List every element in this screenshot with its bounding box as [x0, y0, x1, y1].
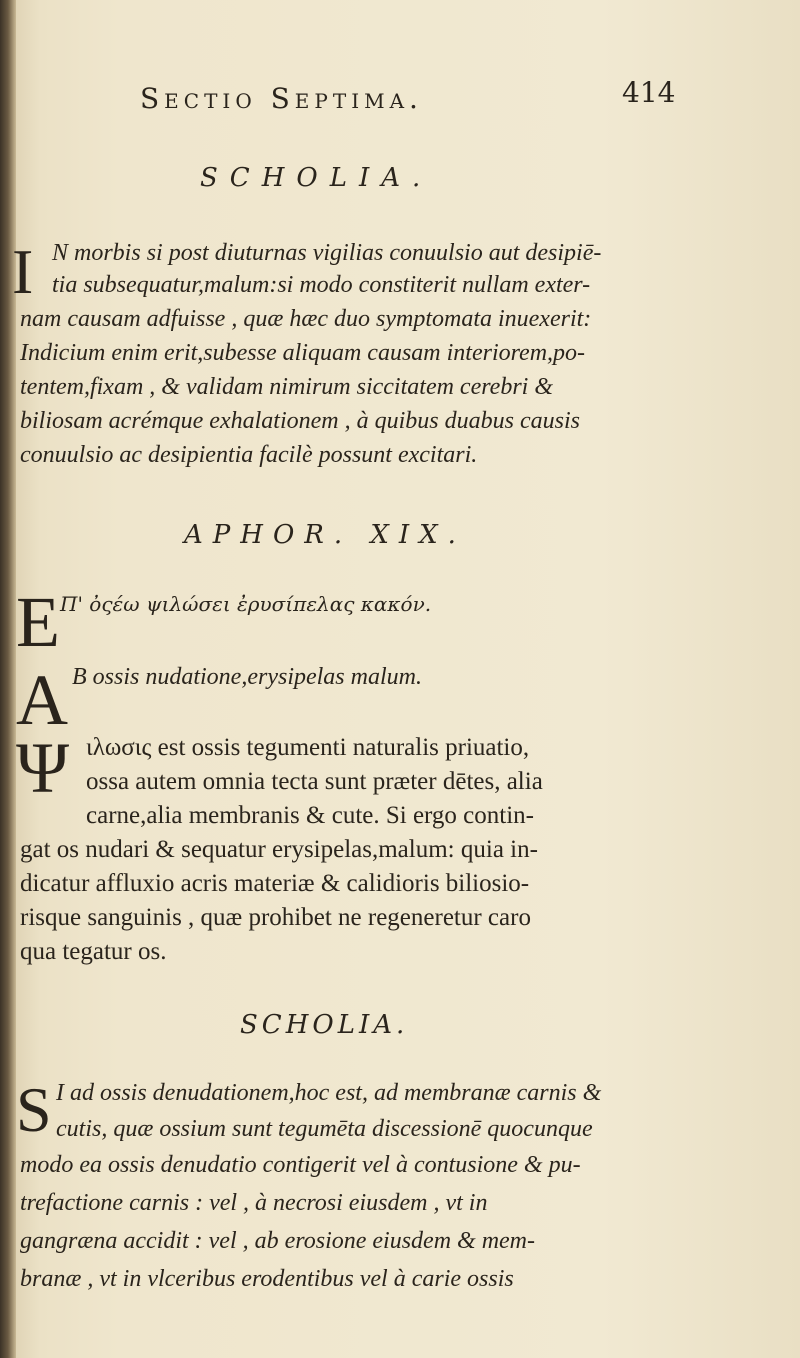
page-number: 414 — [622, 76, 676, 109]
text-line: ossa autem omnia tecta sunt præter dētes, alia — [86, 768, 543, 795]
running-header: Sectio Septima. — [140, 82, 423, 115]
text-line: trefactione carnis : vel , à necrosi eiusdem , vt in — [20, 1190, 488, 1216]
text-line: conuulsio ac desipientia facilè possunt excitari. — [20, 442, 478, 468]
aphorism-title: APHOR. XIX. — [184, 520, 466, 550]
text-line: risque sanguinis , quæ prohibet ne regeneretur caro — [20, 904, 531, 931]
text-line: nam causam adfuisse , quæ hæc duo symptomata inuexerit: — [20, 306, 592, 332]
drop-cap: I — [12, 236, 34, 307]
text-line: tentem,fixam , & validam nimirum siccitatem cerebri & — [20, 374, 554, 400]
text-line: modo ea ossis denudatio contigerit vel à contusione & pu- — [20, 1152, 581, 1178]
text-line: gangræna accidit : vel , ab erosione eiusdem & mem- — [20, 1228, 536, 1254]
commentary-drop-cap: Ψ — [16, 728, 70, 808]
text-line: carne,alia membranis & cute. Si ergo contin- — [86, 802, 534, 829]
text-line: I ad ossis denudationem,hoc est, ad membranæ carnis & — [56, 1080, 602, 1106]
text-line: gat os nudari & sequatur erysipelas,malum: quia in- — [20, 836, 538, 863]
text-line: N morbis si post diuturnas vigilias conuulsio aut desipiē- — [52, 240, 602, 266]
text-line: dicatur affluxio acris materiæ & calidioris biliosio- — [20, 870, 530, 897]
latin-aphorism-text: B ossis nudatione,erysipelas malum. — [72, 664, 422, 690]
text-line: branæ , vt in vlceribus erodentibus vel à carie ossis — [20, 1266, 514, 1292]
page-gutter — [0, 0, 16, 1358]
text-line: cutis, quæ ossium sunt tegumēta discessionē quocunque — [56, 1116, 593, 1142]
section-title-scholia: SCHOLIA. — [200, 163, 433, 193]
latin-drop-cap: A — [16, 660, 68, 740]
drop-cap-2: S — [16, 1074, 52, 1145]
text-line: biliosam acrémque exhalationem , à quibus duabus causis — [20, 408, 580, 434]
greek-drop-cap: E — [16, 582, 60, 662]
section-title-scholia-2: SCHOLIA. — [240, 1010, 409, 1040]
text-line: tia subsequatur,malum:si modo constiterit nullam exter- — [52, 272, 591, 298]
text-line: ιλωσις est ossis tegumenti naturalis priuatio, — [86, 734, 530, 761]
text-line: Indicium enim erit,subesse aliquam causam interiorem,po- — [20, 340, 586, 366]
greek-aphorism-text: Π' ὀςέω ψιλώσει ἐρυσίπελας κακόν. — [60, 592, 432, 616]
text-line: qua tegatur os. — [20, 938, 167, 965]
